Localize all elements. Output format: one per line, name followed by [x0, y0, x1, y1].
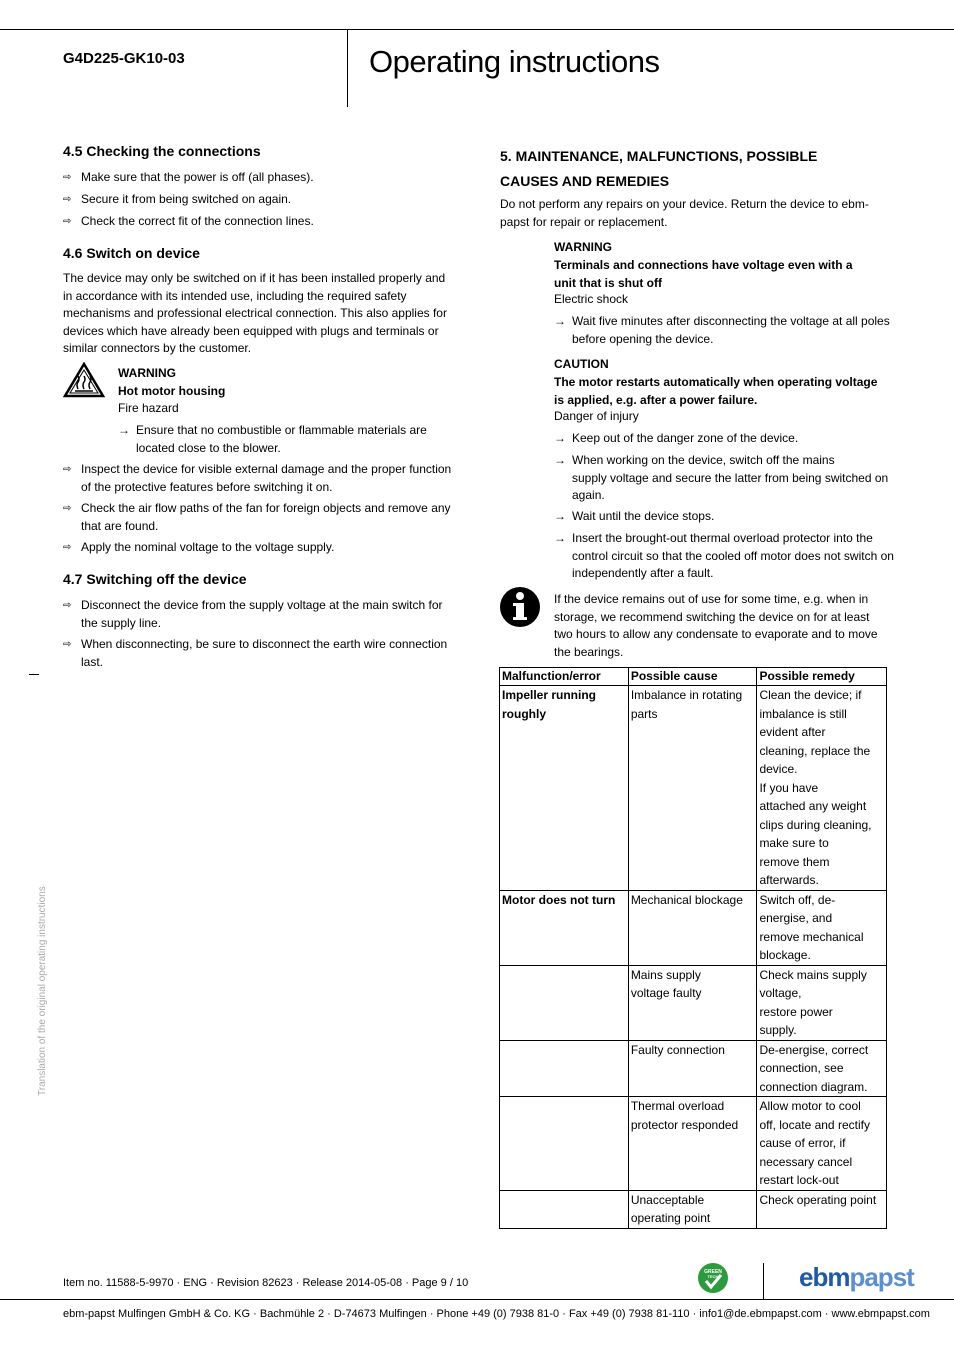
bullet-arrow-icon: ⇨ — [63, 542, 72, 553]
table-cell-error — [500, 1040, 629, 1097]
text-line: Check the correct fit of the connection lines. — [81, 214, 314, 228]
section-5-intro — [500, 196, 869, 231]
table-cell-cause — [628, 1040, 757, 1097]
section-5-heading — [500, 144, 817, 194]
table-cell-remedy — [757, 890, 887, 965]
greentech-logo-icon — [697, 1262, 729, 1294]
table-cell-error — [500, 890, 629, 965]
cell-line: Motor does not turn — [502, 892, 616, 907]
text-line: The motor restarts automatically when operating voltage — [554, 375, 878, 389]
table-cell-cause — [628, 1097, 757, 1191]
text-line: control circuit so that the cooled off motor does not switch on — [572, 548, 894, 563]
text-line: supply voltage and secure the latter from being switched on — [572, 470, 889, 485]
cell-line: protector responded — [630, 1117, 739, 1132]
cell-line: blockage. — [759, 948, 811, 962]
text-line: again. — [572, 488, 605, 502]
text-line: Do not perform any repairs on your device. Return the device to ebm- — [500, 197, 869, 211]
bullet-arrow-icon: ⇨ — [63, 600, 72, 611]
cell-line: imbalance is still — [759, 706, 847, 721]
caution-action-text — [572, 430, 798, 448]
table-cell-cause — [628, 686, 757, 891]
cell-line: clips during cleaning, — [759, 817, 872, 832]
caution-action-text — [572, 508, 714, 526]
bullet-arrow-icon: ⇨ — [63, 172, 72, 183]
svg-text:TECH: TECH — [707, 1274, 719, 1279]
cell-line: afterwards. — [759, 873, 819, 887]
model-number: G4D225-GK10-03 — [63, 50, 185, 67]
section-4-5-heading: 4.5 Checking the connections — [63, 143, 261, 159]
cell-line: Imbalance in rotating — [630, 688, 743, 702]
cell-line: If you have — [759, 780, 819, 795]
warning-label: WARNING — [118, 366, 176, 380]
text-line: last. — [81, 654, 104, 669]
table-cell-cause — [628, 1190, 757, 1228]
text-line: If the device remains out of use for some time, e.g. when in — [554, 592, 869, 606]
cell-line: Mechanical blockage — [630, 892, 743, 907]
list-item-text — [81, 500, 451, 535]
cell-line: Check mains supply — [759, 967, 867, 982]
text-line: Insert the brought-out thermal overload protector into the — [572, 531, 873, 545]
table-cell-cause — [628, 890, 757, 965]
sidebar-translation-note: Translation of the original operating instructions — [37, 886, 48, 1096]
table-row — [500, 890, 887, 965]
text-line: Check the air flow paths of the fan for foreign objects and remove any — [81, 501, 451, 515]
cell-line: Clean the device; if — [759, 688, 862, 702]
text-line: When disconnecting, be sure to disconnect the earth wire connection — [81, 637, 448, 651]
arrow-icon: → — [554, 531, 566, 545]
section-4-6-heading: 4.6 Switch on device — [63, 245, 200, 261]
text-line: in accordance with its intended use, including the required safety — [63, 288, 407, 303]
list-item-text — [81, 191, 291, 209]
cell-line: off, locate and rectify — [759, 1117, 870, 1132]
footer-address: ebm-papst Mulfingen GmbH & Co. KG · Bachmühle 2 · D-74673 Mulfingen · Phone +49 (0) 7938 81-0 · Fax +49 (0) 7938 81-110 · info1@de.ebmpapst.com · www.ebmpapst.com — [63, 1308, 930, 1320]
info-icon — [499, 586, 541, 628]
text-line: unit that is shut off — [554, 275, 662, 290]
text-line: Make sure that the power is off (all phases). — [81, 170, 314, 184]
text-line: of the protective features before switching it on. — [81, 479, 333, 494]
table-cell-error — [500, 1097, 629, 1191]
list-item-text — [81, 597, 443, 632]
warning-title: Hot motor housing — [118, 384, 226, 398]
text-line: two hours to allow any condensate to evaporate and to move — [554, 627, 878, 641]
cell-line: Impeller running — [502, 688, 597, 702]
hot-surface-warning-icon — [63, 362, 105, 398]
table-row — [500, 1097, 887, 1191]
cell-line: supply. — [759, 1023, 797, 1037]
cell-line: remove mechanical — [759, 929, 864, 944]
text-line: Keep out of the danger zone of the device. — [572, 431, 799, 445]
cell-line: make sure to — [759, 836, 829, 850]
margin-mark — [29, 674, 39, 675]
column-header: Possible remedy — [757, 668, 887, 686]
section-4-6-paragraph — [63, 270, 447, 358]
arrow-icon: → — [554, 453, 566, 467]
list-item-text — [81, 213, 314, 231]
cell-line: cleaning, replace the — [759, 743, 871, 758]
warning-label: WARNING — [554, 240, 612, 254]
text-line: Wait until the device stops. — [572, 509, 715, 523]
footer-item-line: Item no. 11588-5-9970 · ENG · Revision 82623 · Release 2014-05-08 · Page 9 / 10 — [63, 1277, 469, 1289]
caution-action-text — [572, 530, 894, 583]
text-line: the supply line. — [81, 615, 162, 630]
svg-text:GREEN: GREEN — [704, 1269, 722, 1275]
text-line: Inspect the device for visible external damage and the proper function — [81, 462, 452, 476]
cell-line: voltage, — [759, 986, 802, 1000]
text-line: similar connectors by the customer. — [63, 341, 252, 355]
cell-line: attached any weight — [759, 799, 867, 813]
footer-rule — [0, 1299, 954, 1300]
cell-line: connection diagram. — [759, 1079, 868, 1094]
cell-line: roughly — [502, 706, 546, 721]
header-divider — [347, 29, 348, 107]
text-line: When working on the device, switch off the mains — [572, 453, 835, 467]
cell-line: Check operating point — [759, 1192, 877, 1207]
table-row — [500, 1190, 887, 1228]
table-header-row — [500, 668, 887, 686]
column-header: Possible cause — [628, 668, 757, 686]
warning-hazard: Electric shock — [554, 292, 629, 306]
section-4-7-heading: 4.7 Switching off the device — [63, 571, 247, 587]
text-line: devices which have already been equipped with plugs and terminals or — [63, 323, 439, 338]
text-line: mechanisms and professional electrical connection. This also applies for — [63, 306, 447, 320]
text-line: Terminals and connections have voltage even with a — [554, 258, 853, 272]
bullet-arrow-icon: ⇨ — [63, 194, 72, 205]
table-cell-error — [500, 1190, 629, 1228]
cell-line: Mains supply — [630, 967, 701, 982]
bullet-arrow-icon: ⇨ — [63, 464, 72, 475]
list-item-text — [81, 539, 334, 557]
table-row — [500, 965, 887, 1040]
cell-line: Switch off, de- — [759, 892, 836, 907]
cell-line: voltage faulty — [630, 986, 702, 1000]
table-cell-cause — [628, 965, 757, 1040]
ebmpapst-logo — [799, 1262, 914, 1293]
arrow-icon: → — [554, 509, 566, 523]
cell-line: necessary cancel — [759, 1154, 853, 1169]
text-line: papst for repair or replacement. — [500, 214, 668, 229]
text-line: is applied, e.g. after a power failure. — [554, 392, 758, 407]
table-cell-remedy — [757, 1097, 887, 1191]
text-line: Ensure that no combustible or flammable materials are — [136, 423, 427, 437]
table-cell-remedy — [757, 1040, 887, 1097]
table-row — [500, 1040, 887, 1097]
cell-line: energise, and — [759, 911, 833, 925]
text-line: The device may only be switched on if it has been installed properly and — [63, 271, 446, 285]
cell-line: connection, see — [759, 1061, 844, 1075]
table-row — [500, 686, 887, 891]
cell-line: restore power — [759, 1004, 833, 1019]
cell-line: Faulty connection — [630, 1042, 725, 1057]
text-line: Wait five minutes after disconnecting the voltage at all poles — [572, 314, 890, 328]
text-line: Secure it from being switched on again. — [81, 192, 292, 206]
text-line: 5. MAINTENANCE, MALFUNCTIONS, POSSIBLE — [500, 148, 818, 164]
footer-logo-divider — [763, 1263, 764, 1299]
logo-papst: papst — [849, 1262, 914, 1292]
cell-line: De-energise, correct — [759, 1042, 869, 1057]
cell-line: operating point — [630, 1211, 711, 1225]
info-note — [554, 591, 878, 661]
text-line: storage, we recommend switching the device on for at least — [554, 609, 870, 624]
table-cell-remedy — [757, 965, 887, 1040]
text-line: the bearings. — [554, 644, 624, 659]
cell-line: evident after — [759, 725, 826, 739]
caution-action-text — [572, 452, 888, 505]
text-line: located close to the blower. — [136, 440, 281, 455]
bullet-arrow-icon: ⇨ — [63, 503, 72, 514]
cell-line: parts — [630, 706, 658, 721]
text-line: independently after a fault. — [572, 566, 714, 580]
text-line: that are found. — [81, 518, 159, 533]
cell-line: cause of error, if — [759, 1136, 846, 1150]
table-cell-error — [500, 965, 629, 1040]
cell-line: Allow motor to cool — [759, 1099, 861, 1113]
cell-line: Unacceptable — [630, 1192, 705, 1207]
list-item-text — [81, 461, 451, 496]
text-line: Disconnect the device from the supply voltage at the main switch for — [81, 598, 443, 612]
text-line: CAUSES AND REMEDIES — [500, 173, 670, 189]
warning-title — [554, 257, 853, 292]
cell-line: device. — [759, 762, 798, 776]
bullet-arrow-icon: ⇨ — [63, 216, 72, 227]
arrow-icon: → — [554, 431, 566, 445]
cell-line: Thermal overload — [630, 1099, 725, 1113]
warning-hazard: Fire hazard — [118, 401, 179, 415]
bullet-arrow-icon: ⇨ — [63, 639, 72, 650]
cell-line: restart lock-out — [759, 1173, 839, 1187]
table-cell-error — [500, 686, 629, 891]
caution-title — [554, 374, 877, 409]
logo-ebm: ebm — [799, 1262, 850, 1292]
caution-hazard: Danger of injury — [554, 409, 639, 423]
table-cell-remedy — [757, 686, 887, 891]
table-cell-remedy — [757, 1190, 887, 1228]
cell-line: remove them — [759, 854, 830, 869]
list-item-text — [81, 636, 447, 671]
text-line: before opening the device. — [572, 331, 714, 346]
header-top-rule — [0, 29, 954, 30]
malfunction-table — [499, 667, 887, 1229]
text-line: Apply the nominal voltage to the voltage supply. — [81, 540, 335, 554]
page-title: Operating instructions — [369, 44, 660, 79]
column-header: Malfunction/error — [500, 668, 629, 686]
caution-label: CAUTION — [554, 357, 609, 371]
list-item-text — [81, 169, 314, 187]
